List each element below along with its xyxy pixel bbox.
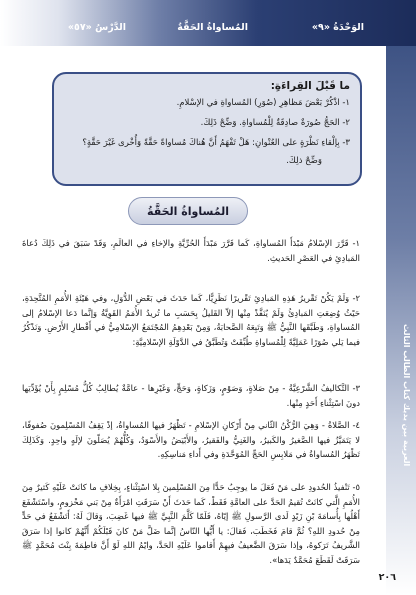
topic-label: المُساواةُ الحَقَّةُ [177, 22, 248, 33]
paragraph: ١- قَرَّرَ الإسْلامُ مَبْدَأَ المُساواةِ، كَما قَرَّرَ مَبْدَأَ الحُرِّيَّةِ والإخاءِ في العالَمِ، وَقَدْ سَبَقَ في ذَلِكَ دُعاةَ المَبادِئِ في العَصْرِ الحَديثِ. [22, 238, 360, 263]
section-title: المُساواةُ الحَقَّةُ [128, 197, 248, 225]
paragraph: ٥- تَنْفيذُ الحُدودِ على مَنْ فَعَلَ ما يوجِبُ حَدًّا مِنَ المُسْلِمينَ بِلا اسْتِثْناءٍ، بِخِلافِ ما كانَتْ عَلَيْهِ كَثيرٌ مِنَ الأُمَمِ الَّتي كانَتْ تُقيمُ الحَدَّ على العامَّةِ فَقَطْ، كَما حَدَثَ أَنْ سَرَقَتِ امْرَأَةٌ مِنْ بَني مَخْزومٍ، واسْتَشْفَعَ أَهْلُها بِأُسامَةَ بْنِ زَيْدٍ لَدى الرَّسولِ ﷺ إيّاهُ، فَلَمّا كَلَّمَ النَّبِيَّ ﷺ فيها غَضِبَ، وَقالَ لَهُ: أَتَشْفَعُ في حَدٍّ مِنْ حُدودِ اللهِ؟ ثُمَّ قامَ فَخَطَبَ، فَقالَ: يا أَيُّها النّاسُ إنَّما ضَلَّ مَنْ كانَ قَبْلَكُمْ أَنَّهُمْ كانوا إذا سَرَقَ الشَّريفُ تَرَكوهُ، وإذا سَرَقَ الضَّعيفُ فيهِمْ أَقاموا عَلَيْهِ الحَدَّ، وايْمُ اللهِ لَوْ أَنَّ فاطِمَةَ بِنْتَ مُحَمَّدٍ ﷺ سَرَقَتْ لَقَطَعَ مُحَمَّدٌ يَدَها». [22, 482, 360, 565]
unit-label: الوَحْدَةُ «٩» [311, 22, 364, 33]
paragraph: ٣- التَّكاليفُ الشَّرْعِيَّةُ - مِنْ صَلاةٍ، وَصَوْمٍ، وَزَكاةٍ، وَحَجٍّ، وَغَيْرِها - عامَّةٌ يُطالِبُ كُلُّ مُسْلِمٍ بِأَنْ يُؤَدِّيَها دونَ اسْتِثْناءِ أَحَدٍ مِنْها. [22, 383, 360, 408]
paragraph: ٤- الصَّلاةُ - وَهِيَ الرُّكْنُ الثّاني مِنْ أَرْكانِ الإسْلامِ - تَظْهَرُ فيها المُساواةُ، إذْ يَقِفُ المُسْلِمونَ صُفوفًا، لا يَتَمَيَّزُ فيها الصَّغيرُ والكَبيرُ، والغَنِيُّ والفَقيرُ، والأَبْيَضُ والأَسْوَدُ، وَكُلُّهُمْ يُصَلّونَ لإلَهٍ واحِدٍ. وَكَذَلِكَ تَظْهَرُ المُساواةُ في مَلابِسِ الحَجِّ المُوَحَّدَةِ وفي أَداءِ مَناسِكِهِ. [22, 420, 360, 460]
pre-reading-question: ٣- بِإلْقاءِ نَظْرَةٍ على العُنْوانِ: هَلْ تَفْهَمُ أَنَّ هُناكَ مُساواةً حَقَّةً وَأُخْرى غَيْرَ حَقَّةٍ؟ [82, 138, 350, 148]
side-band-text: العربية بين يديك كتاب الطالب الثالث [402, 323, 411, 466]
pre-reading-box [52, 72, 362, 186]
page-number: ٢٠٦ [378, 572, 396, 583]
page-header [0, 0, 416, 46]
lesson-label: الدَّرْسُ «٥٧» [67, 22, 126, 33]
paragraph: ٢- وَلَمْ يَكُنْ تَقْريرُ هَذِهِ المَبادِئِ تَقْريرًا نَظَرِيًّا، كَما حَدَثَ في بَعْضِ الدُّوَلِ، وفي هَيْئَةِ الأُمَمِ المُتَّحِدَةِ، حَيْثُ وُضِعَتِ المَبادِئُ وَلَمْ يُنَفَّذْ مِنْها إلاّ القَليلُ بِحَسَبِ ما تُريدُ الأُمَمُ القَوِيَّةُ وَإنَّما دَعا الإسْلامُ إلى المُساواةِ، وَطَبَّقَها النَّبِيُّ ﷺ وَتَبِعَهُ الصَّحابَةُ، وَمِنْ بَعْدِهِمُ المُجْتَمَعُ الإسْلامِيُّ في أَقْطارِ الأَرْضِ. وَنَذْكُرُ فيما يَلي صُوَرًا عَمَلِيَّةً لِلْمُساواةِ طُبِّقَتْ وَتُطَبَّقُ في الدَّوْلَةِ الإسْلامِيَّةِ: [22, 293, 360, 347]
pre-reading-question: ١- اذْكُرْ بَعْضَ مَظاهِرِ (صُوَرِ) المُساواةِ في الإسْلامِ. [176, 98, 350, 108]
side-band [386, 46, 416, 595]
pre-reading-title: ما قَبْلَ القِراءَةِ: [270, 80, 350, 92]
pre-reading-question: ٢- الحَجُّ صُورَةٌ صادِقَةٌ لِلْمُساواةِ. وَضِّحْ ذَلِكَ. [200, 118, 350, 128]
pre-reading-question-continued: وَضِّحْ ذلِكَ. [286, 156, 322, 166]
